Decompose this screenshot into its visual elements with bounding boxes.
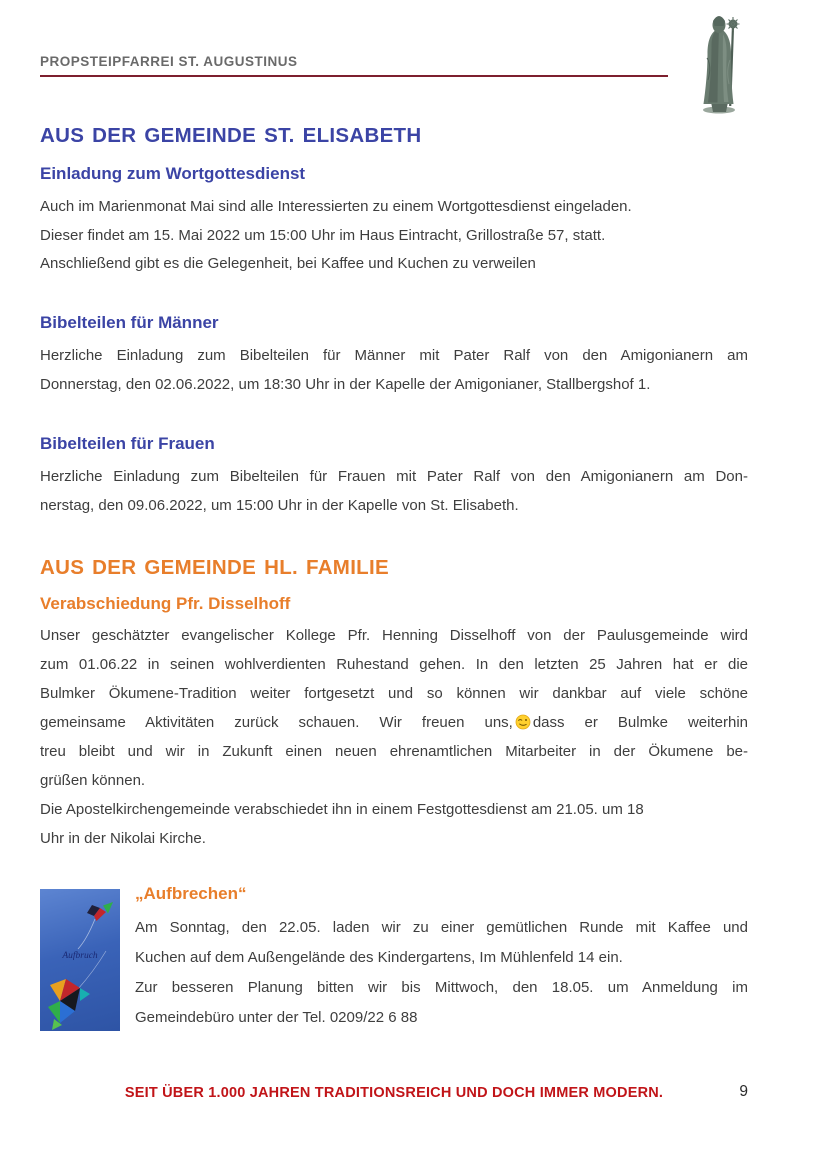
text-line: Zur besseren Planung bitten wir bis Mittwoch, den 18.05. um Anmeldung im	[135, 979, 748, 996]
paragraph-aufbrechen	[135, 913, 748, 1033]
section-heading-familie: AUS DER GEMEINDE HL. FAMILIE	[40, 556, 389, 579]
winking-face-emoji-icon	[515, 711, 531, 727]
text-line: Donnerstag, den 02.06.2022, um 18:30 Uhr in der Kapelle der Amigonianer, Stallbergshof 1.	[40, 375, 651, 393]
text-line: Uhr in der Nikolai Kirche.	[40, 830, 206, 847]
text-line: Bulmker Ökumene-Tradition weiter fortgesetzt und so können wir dankbar auf viele schöne	[40, 685, 748, 702]
subsection-heading-wortgottesdienst: Einladung zum Wortgottesdienst	[40, 164, 306, 183]
text-line: Unser geschätzter evangelischer Kollege Pfr. Henning Disselhoff von der Paulusgemeinde wird	[40, 627, 748, 644]
header-rule	[40, 75, 668, 77]
subsection-heading-bibelteilen-frauen: Bibelteilen für Frauen	[40, 434, 215, 453]
st-augustinus-statue-icon	[690, 13, 750, 115]
subsection-heading-aufbrechen: „Aufbrechen“	[135, 884, 247, 903]
text-line: Herzliche Einladung zum Bibelteilen für Frauen mit Pater Ralf von den Amigonianern am Don-	[40, 468, 748, 485]
text-line: Kuchen auf dem Außengelände des Kindergartens, Im Mühlenfeld 14 ein.	[135, 949, 623, 966]
text-line: Anschließend gibt es die Gelegenheit, bei Kaffee und Kuchen zu verweilen	[40, 255, 536, 273]
subsection-heading-disselhoff: Verabschiedung Pfr. Disselhoff	[40, 594, 291, 613]
text-before-emoji: gemeinsame Aktivitäten zurück schauen. Wir freuen uns,	[40, 714, 513, 731]
section-heading-elisabeth: AUS DER GEMEINDE ST. ELISABETH	[40, 124, 422, 147]
text-line: Gemeindebüro unter der Tel. 0209/22 6 88	[135, 1009, 418, 1026]
paragraph-bibelteilen-frauen	[40, 463, 748, 520]
text-line: zum 01.06.22 in seinen wohlverdienten Ruhestand gehen. In den letzten 25 Jahren hat er die	[40, 656, 748, 673]
text-line: nerstag, den 09.06.2022, um 15:00 Uhr in der Kapelle von St. Elisabeth.	[40, 496, 519, 514]
text-line: Auch im Marienmonat Mai sind alle Interessierten zu einem Wortgottesdienst eingeladen.	[40, 198, 632, 215]
paragraph-disselhoff-2	[40, 795, 748, 853]
paragraph-wortgottesdienst	[40, 193, 748, 279]
paragraph-disselhoff-1	[40, 621, 748, 795]
paragraph-bibelteilen-maenner	[40, 342, 748, 399]
aufbrechen-kite-photo	[40, 889, 120, 1031]
text-line: grüßen können.	[40, 772, 146, 789]
text-line-with-emoji	[40, 708, 748, 737]
text-line: Am Sonntag, den 22.05. laden wir zu einer gemütlichen Runde mit Kaffee und	[135, 919, 748, 936]
photo-caption: Aufbruch	[62, 951, 98, 961]
text-line: Die Apostelkirchengemeinde verabschiedet ihn in einem Festgottesdienst am 21.05. um 18	[40, 801, 644, 818]
text-line: Herzliche Einladung zum Bibelteilen für Männer mit Pater Ralf von den Amigonianern am	[40, 347, 748, 364]
statue-image	[690, 13, 750, 115]
footer-motto: SEIT ÜBER 1.000 JAHREN TRADITIONSREICH UND DOCH IMMER MODERN.	[124, 1085, 664, 1101]
subsection-heading-bibelteilen-maenner: Bibelteilen für Männer	[40, 313, 219, 332]
page-number: 9	[739, 1083, 748, 1100]
header-title: PROPSTEIPFARREI ST. AUGUSTINUS	[40, 54, 298, 69]
text-line: Dieser findet am 15. Mai 2022 um 15:00 Uhr im Haus Eintracht, Grillostraße 57, statt.	[40, 226, 606, 244]
text-after-emoji: dass er Bulmke weiterhin	[532, 714, 748, 731]
text-line: treu bleibt und wir in Zukunft einen neuen ehrenamtlichen Mitarbeiter in der Ökumene be-	[40, 743, 748, 760]
kites-graphic-icon	[40, 889, 120, 1031]
